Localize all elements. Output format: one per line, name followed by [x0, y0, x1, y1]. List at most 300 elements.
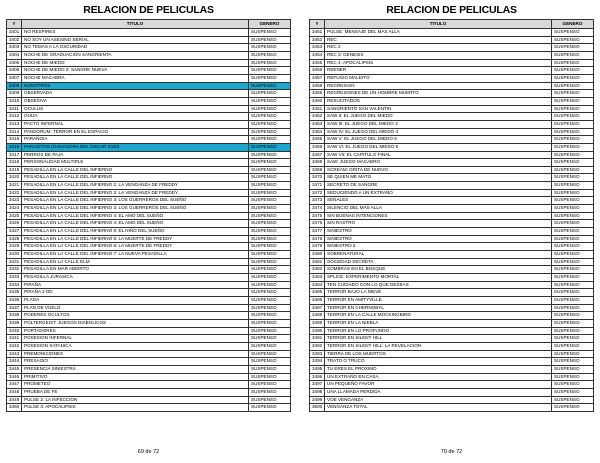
table-row [310, 197, 594, 205]
cell-number: 3488 [310, 312, 325, 320]
cell-number: 3498 [310, 388, 325, 396]
cell-title: TEN CUIDADO CON LO QUE DESEAS [325, 281, 552, 289]
cell-title: PLAN DE VUELO [22, 304, 249, 312]
table-row [7, 59, 291, 67]
cell-number: 3422 [7, 189, 22, 197]
cell-genre: SUSPENSO [552, 174, 594, 182]
table-row [7, 36, 291, 44]
cell-title: NOCHE DE MIEDO [22, 59, 249, 67]
cell-genre: SUSPENSO [249, 319, 291, 327]
cell-number: 3482 [310, 266, 325, 274]
table-row [7, 365, 291, 373]
column-header-number: # [310, 20, 325, 29]
cell-number: 3489 [310, 319, 325, 327]
cell-title: NO TEMAS A LA OSCURIDAD [22, 44, 249, 52]
cell-number: 3437 [7, 304, 22, 312]
cell-title: SANGRIENTO SAN VALENTIN [325, 105, 552, 113]
cell-title: POSESION SATANICA [22, 342, 249, 350]
cell-genre: SUSPENSO [249, 90, 291, 98]
cell-genre: SUSPENSO [552, 235, 594, 243]
cell-genre: SUSPENSO [552, 335, 594, 343]
table-row [7, 342, 291, 350]
cell-genre: SUSPENSO [249, 159, 291, 167]
cell-genre: SUSPENSO [249, 335, 291, 343]
cell-title: PIRAÑA 2 DD [22, 289, 249, 297]
cell-title: PRESENCIA SINIESTRA [22, 365, 249, 373]
table-row [7, 235, 291, 243]
cell-number: 3461 [310, 105, 325, 113]
cell-title: REFUGIO MALDITO [325, 74, 552, 82]
cell-number: 3496 [310, 373, 325, 381]
cell-title: PESADILLA EN LA CALLE DEL INFIERNO 3: LOS GUERREROS DEL SUEÑO [22, 205, 249, 213]
cell-title: PRESAGIO [22, 358, 249, 366]
cell-number: 3433 [7, 274, 22, 282]
cell-title: SOBRENATURAL [325, 251, 552, 259]
cell-title: PARANOIA [22, 136, 249, 144]
table-row [310, 342, 594, 350]
cell-number: 3419 [7, 166, 22, 174]
cell-genre: SUSPENSO [552, 44, 594, 52]
cell-genre: SUSPENSO [249, 151, 291, 159]
cell-genre: SUSPENSO [552, 304, 594, 312]
table-row [7, 258, 291, 266]
cell-number: 3431 [7, 258, 22, 266]
cell-genre: SUSPENSO [552, 197, 594, 205]
table-row [310, 67, 594, 75]
cell-number: 3455 [310, 59, 325, 67]
cell-genre: SUSPENSO [552, 113, 594, 121]
cell-number: 3410 [7, 97, 22, 105]
cell-title: PLAGA [22, 296, 249, 304]
cell-number: 3472 [310, 189, 325, 197]
cell-title: REENER [325, 67, 552, 75]
cell-genre: SUSPENSO [249, 182, 291, 190]
cell-title: SAW IV: EL JUEGO DEL MIEDO 4 [325, 128, 552, 136]
cell-genre: SUSPENSO [552, 189, 594, 197]
cell-number: 3439 [7, 319, 22, 327]
table-row [7, 296, 291, 304]
cell-number: 3413 [7, 120, 22, 128]
cell-title: SEDUCIENDO A UN EXTRAÑO [325, 189, 552, 197]
cell-title: TERROR EN LA CALLE MOCKINGBIRD [325, 312, 552, 320]
cell-title: SOMBRAS EN EL BOSQUE [325, 266, 552, 274]
cell-number: 3466 [310, 143, 325, 151]
cell-title: PESADILLA EN LA CALLE DEL INFIERNO 7: LA NUEVA PESADILLA [22, 251, 249, 259]
table-row [310, 296, 594, 304]
table-row [310, 350, 594, 358]
cell-genre: SUSPENSO [552, 143, 594, 151]
cell-title: SAW V: EL JUEGO DEL MIEDO 5 [325, 136, 552, 144]
cell-number: 3495 [310, 365, 325, 373]
cell-number: 3470 [310, 174, 325, 182]
cell-title: REC 3: GENESIS [325, 51, 552, 59]
cell-title: REC 2 [325, 44, 552, 52]
table-row [7, 220, 291, 228]
cell-genre: SUSPENSO [249, 404, 291, 412]
cell-genre: SUSPENSO [249, 67, 291, 75]
table-row [7, 174, 291, 182]
table-row [310, 51, 594, 59]
cell-genre: SUSPENSO [552, 258, 594, 266]
cell-genre: SUSPENSO [249, 243, 291, 251]
table-row [310, 143, 594, 151]
cell-number: 3474 [310, 205, 325, 213]
cell-title: PREMONICIONES [22, 350, 249, 358]
table-row [310, 174, 594, 182]
table-row [7, 44, 291, 52]
table-row [310, 251, 594, 259]
cell-title: TERROR BAJO LA NIEVE [325, 289, 552, 297]
cell-title: TERROR EN LA NIEBLA [325, 319, 552, 327]
table-row [310, 266, 594, 274]
cell-number: 3476 [310, 220, 325, 228]
cell-genre: SUSPENSO [552, 29, 594, 37]
cell-title: PERSONALIDAD MULTIPLE [22, 159, 249, 167]
table-row [310, 388, 594, 396]
table-row [310, 189, 594, 197]
table-row [7, 120, 291, 128]
table-row [7, 67, 291, 75]
cell-genre: SUSPENSO [249, 327, 291, 335]
cell-title: PULSE 2: LA INFECCION [22, 396, 249, 404]
cell-number: 3478 [310, 235, 325, 243]
table-row [310, 166, 594, 174]
cell-genre: SUSPENSO [552, 281, 594, 289]
table-row [7, 51, 291, 59]
cell-number: 3467 [310, 151, 325, 159]
cell-number: 3434 [7, 281, 22, 289]
cell-number: 3404 [7, 51, 22, 59]
cell-number: 3436 [7, 296, 22, 304]
cell-genre: SUSPENSO [249, 82, 291, 90]
page-title: RELACION DE PELICULAS [83, 4, 214, 16]
table-row [7, 189, 291, 197]
cell-number: 3409 [7, 90, 22, 98]
cell-genre: SUSPENSO [249, 197, 291, 205]
table-row [310, 212, 594, 220]
cell-number: 3456 [310, 67, 325, 75]
cell-genre: SUSPENSO [249, 136, 291, 144]
cell-title: SEÑALES [325, 197, 552, 205]
table-row [310, 289, 594, 297]
table-row [7, 128, 291, 136]
cell-number: 3453 [310, 44, 325, 52]
table-row [7, 136, 291, 144]
table-row [7, 29, 291, 37]
table-row [310, 381, 594, 389]
table-row [7, 327, 291, 335]
cell-genre: SUSPENSO [552, 151, 594, 159]
table-row [310, 319, 594, 327]
table-row [7, 350, 291, 358]
cell-number: 3446 [7, 373, 22, 381]
cell-genre: SUSPENSO [249, 274, 291, 282]
cell-genre: SUSPENSO [552, 128, 594, 136]
table-row [7, 274, 291, 282]
table-row [7, 143, 291, 151]
table-row [310, 105, 594, 113]
cell-number: 3440 [7, 327, 22, 335]
cell-genre: SUSPENSO [552, 159, 594, 167]
table-row [7, 90, 291, 98]
cell-genre: SUSPENSO [552, 212, 594, 220]
table-row [7, 251, 291, 259]
page-number: 69 de 72 [137, 449, 160, 455]
cell-genre: SUSPENSO [249, 174, 291, 182]
cell-genre: SUSPENSO [552, 182, 594, 190]
cell-number: 3444 [7, 358, 22, 366]
cell-title: PESADILLA EN LA CALLE DEL INFIERNO 4: EL AMO DEL SUEÑO [22, 212, 249, 220]
cell-genre: SUSPENSO [249, 251, 291, 259]
table-row [7, 358, 291, 366]
table-row [310, 205, 594, 213]
table-row [7, 319, 291, 327]
cell-genre: SUSPENSO [249, 289, 291, 297]
table-row [310, 220, 594, 228]
cell-number: 3500 [310, 404, 325, 412]
cell-number: 3415 [7, 136, 22, 144]
table-row [7, 212, 291, 220]
cell-title: OBSERVADA [22, 90, 249, 98]
page-number: 70 de 72 [440, 449, 463, 455]
cell-number: 3401 [7, 29, 22, 37]
cell-number: 3425 [7, 212, 22, 220]
table-row [310, 59, 594, 67]
cell-number: 3428 [7, 235, 22, 243]
cell-title: VENGANZA TOTAL [325, 404, 552, 412]
cell-title: PESADILLA JURASICA [22, 274, 249, 282]
cell-genre: SUSPENSO [249, 51, 291, 59]
cell-genre: SUSPENSO [249, 342, 291, 350]
table-row [310, 404, 594, 412]
cell-title: PESADILLA EN LA CALLE DEL INFIERNO [22, 166, 249, 174]
cell-number: 3480 [310, 251, 325, 259]
table-row [310, 335, 594, 343]
cell-genre: SUSPENSO [249, 189, 291, 197]
cell-genre: SUSPENSO [249, 120, 291, 128]
cell-title: SIN BUENAS INTENCIONES [325, 212, 552, 220]
table-row [310, 182, 594, 190]
cell-number: 3402 [7, 36, 22, 44]
cell-number: 3494 [310, 358, 325, 366]
cell-title: OUIJA [22, 113, 249, 121]
cell-title: PORTADORES [22, 327, 249, 335]
cell-genre: SUSPENSO [249, 350, 291, 358]
cell-number: 3475 [310, 212, 325, 220]
cell-number: 3483 [310, 274, 325, 282]
table-row [7, 335, 291, 343]
table-row [310, 159, 594, 167]
cell-title: PIRAÑA [22, 281, 249, 289]
cell-number: 3458 [310, 82, 325, 90]
cell-title: RESUCITADOS [325, 97, 552, 105]
cell-number: 3492 [310, 342, 325, 350]
cell-title: PESADILLA EN LA CALLE DEL INFIERNO 5: EL NIÑO DEL SUEÑO [22, 228, 249, 236]
cell-number: 3407 [7, 74, 22, 82]
cell-number: 3414 [7, 128, 22, 136]
cell-number: 3484 [310, 281, 325, 289]
cell-genre: SUSPENSO [249, 312, 291, 320]
cell-genre: SUSPENSO [552, 166, 594, 174]
cell-title: SAW III: EL JUEGO DEL MIEDO 3 [325, 120, 552, 128]
cell-genre: SUSPENSO [249, 212, 291, 220]
cell-genre: SUSPENSO [249, 258, 291, 266]
cell-genre: SUSPENSO [249, 143, 291, 151]
cell-number: 3442 [7, 342, 22, 350]
cell-number: 3408 [7, 82, 22, 90]
table-row [7, 197, 291, 205]
cell-number: 3405 [7, 59, 22, 67]
cell-title: OCULUS [22, 105, 249, 113]
cell-genre: SUSPENSO [552, 350, 594, 358]
cell-number: 3473 [310, 197, 325, 205]
movie-table [309, 19, 594, 412]
cell-title: PESADILLA EN LA CALLE DEL INFIERNO 6: LA MUERTE DE FREDDY [22, 235, 249, 243]
cell-number: 3479 [310, 243, 325, 251]
cell-genre: SUSPENSO [552, 319, 594, 327]
cell-number: 3417 [7, 151, 22, 159]
column-header-genre: GENERO [552, 20, 594, 29]
cell-title: SAW VI: EL JUEGO DEL MIEDO 6 [325, 143, 552, 151]
table-row [310, 82, 594, 90]
cell-title: NOCHE DE GRADUACION SANGRIENTA [22, 51, 249, 59]
cell-title: PULSE: MENSAJE DEL MAS ALLA [325, 29, 552, 37]
cell-genre: SUSPENSO [552, 327, 594, 335]
cell-title: TERROR EN SILENT HILL [325, 335, 552, 343]
table-row [310, 90, 594, 98]
table-row [310, 304, 594, 312]
cell-title: PULSE 3: APOCALIPSIS [22, 404, 249, 412]
table-row [7, 404, 291, 412]
cell-number: 3438 [7, 312, 22, 320]
table-row [310, 120, 594, 128]
table-row [7, 281, 291, 289]
cell-genre: SUSPENSO [249, 166, 291, 174]
cell-title: SAW II: EL JUEGO DEL MIEDO [325, 113, 552, 121]
table-row [310, 243, 594, 251]
table-row [310, 365, 594, 373]
page-left [6, 0, 291, 463]
cell-title: NOCHE DE MIEDO 2: SANGRE NUEVA [22, 67, 249, 75]
cell-number: 3411 [7, 105, 22, 113]
cell-number: 3448 [7, 388, 22, 396]
table-row [310, 258, 594, 266]
cell-genre: SUSPENSO [552, 388, 594, 396]
table-row [310, 274, 594, 282]
cell-title: SE QUIEN ME MATO [325, 174, 552, 182]
cell-genre: SUSPENSO [249, 235, 291, 243]
cell-number: 3435 [7, 289, 22, 297]
table-row [310, 228, 594, 236]
cell-genre: SUSPENSO [552, 358, 594, 366]
cell-title: PERROS DE PAJA [22, 151, 249, 159]
cell-title: PESADILLA EN LA CALLE DEL INFIERNO [22, 174, 249, 182]
cell-number: 3403 [7, 44, 22, 52]
cell-title: UNA LLAMADA PERDIDA [325, 388, 552, 396]
table-row [7, 182, 291, 190]
table-row [310, 29, 594, 37]
cell-genre: SUSPENSO [552, 120, 594, 128]
cell-genre: SUSPENSO [249, 113, 291, 121]
cell-title: TU ERES EL PROXIMO [325, 365, 552, 373]
cell-number: 3464 [310, 128, 325, 136]
cell-number: 3454 [310, 51, 325, 59]
cell-genre: SUSPENSO [552, 296, 594, 304]
table-row [310, 74, 594, 82]
cell-number: 3487 [310, 304, 325, 312]
cell-genre: SUSPENSO [249, 74, 291, 82]
table-row [7, 159, 291, 167]
cell-number: 3481 [310, 258, 325, 266]
table-row [7, 243, 291, 251]
cell-genre: SUSPENSO [552, 36, 594, 44]
cell-genre: SUSPENSO [249, 128, 291, 136]
column-header-title: TITULO [22, 20, 249, 29]
cell-genre: SUSPENSO [552, 136, 594, 144]
table-row [7, 97, 291, 105]
table-row [7, 304, 291, 312]
page-title: RELACION DE PELICULAS [386, 4, 517, 16]
cell-title: TERROR EN LO PROFUNDO [325, 327, 552, 335]
cell-genre: SUSPENSO [249, 29, 291, 37]
table-row [7, 166, 291, 174]
cell-title: PODERES OCULTOS [22, 312, 249, 320]
cell-genre: SUSPENSO [249, 220, 291, 228]
cell-genre: SUSPENSO [552, 97, 594, 105]
cell-genre: SUSPENSO [552, 381, 594, 389]
page-right [309, 0, 594, 463]
cell-number: 3445 [7, 365, 22, 373]
movie-table [6, 19, 291, 412]
cell-title: NOCHE MACABRA [22, 74, 249, 82]
cell-number: 3447 [7, 381, 22, 389]
cell-number: 3493 [310, 350, 325, 358]
cell-genre: SUSPENSO [552, 82, 594, 90]
cell-title: TERROR EN AMITYVILLE [325, 296, 552, 304]
table-row [7, 312, 291, 320]
column-header-number: # [7, 20, 22, 29]
cell-genre: SUSPENSO [249, 365, 291, 373]
cell-title: NO RESPIRES [22, 29, 249, 37]
cell-number: 3469 [310, 166, 325, 174]
table-row [310, 358, 594, 366]
cell-title: NO SOY UN ASESINO SERIAL [22, 36, 249, 44]
cell-genre: SUSPENSO [249, 105, 291, 113]
table-row [310, 44, 594, 52]
cell-genre: SUSPENSO [552, 365, 594, 373]
cell-number: 3477 [310, 228, 325, 236]
cell-number: 3441 [7, 335, 22, 343]
cell-genre: SUSPENSO [552, 74, 594, 82]
cell-number: 3499 [310, 396, 325, 404]
cell-title: SINIESTRO [325, 228, 552, 236]
cell-number: 3416 [7, 143, 22, 151]
cell-title: PESADILLA EN LA CALLE DEL INFIERNO 6: LA MUERTE DE FREDDY [22, 243, 249, 251]
cell-title: SAW VII: EL CAPITULO FINAL [325, 151, 552, 159]
cell-genre: SUSPENSO [249, 36, 291, 44]
cell-number: 3462 [310, 113, 325, 121]
cell-genre: SUSPENSO [552, 373, 594, 381]
cell-number: 3449 [7, 396, 22, 404]
cell-genre: SUSPENSO [249, 381, 291, 389]
cell-genre: SUSPENSO [552, 251, 594, 259]
table-row [7, 151, 291, 159]
table-row [7, 266, 291, 274]
table-row [310, 36, 594, 44]
table-row [310, 128, 594, 136]
cell-number: 3418 [7, 159, 22, 167]
cell-title: PACTO INFERNAL [22, 120, 249, 128]
